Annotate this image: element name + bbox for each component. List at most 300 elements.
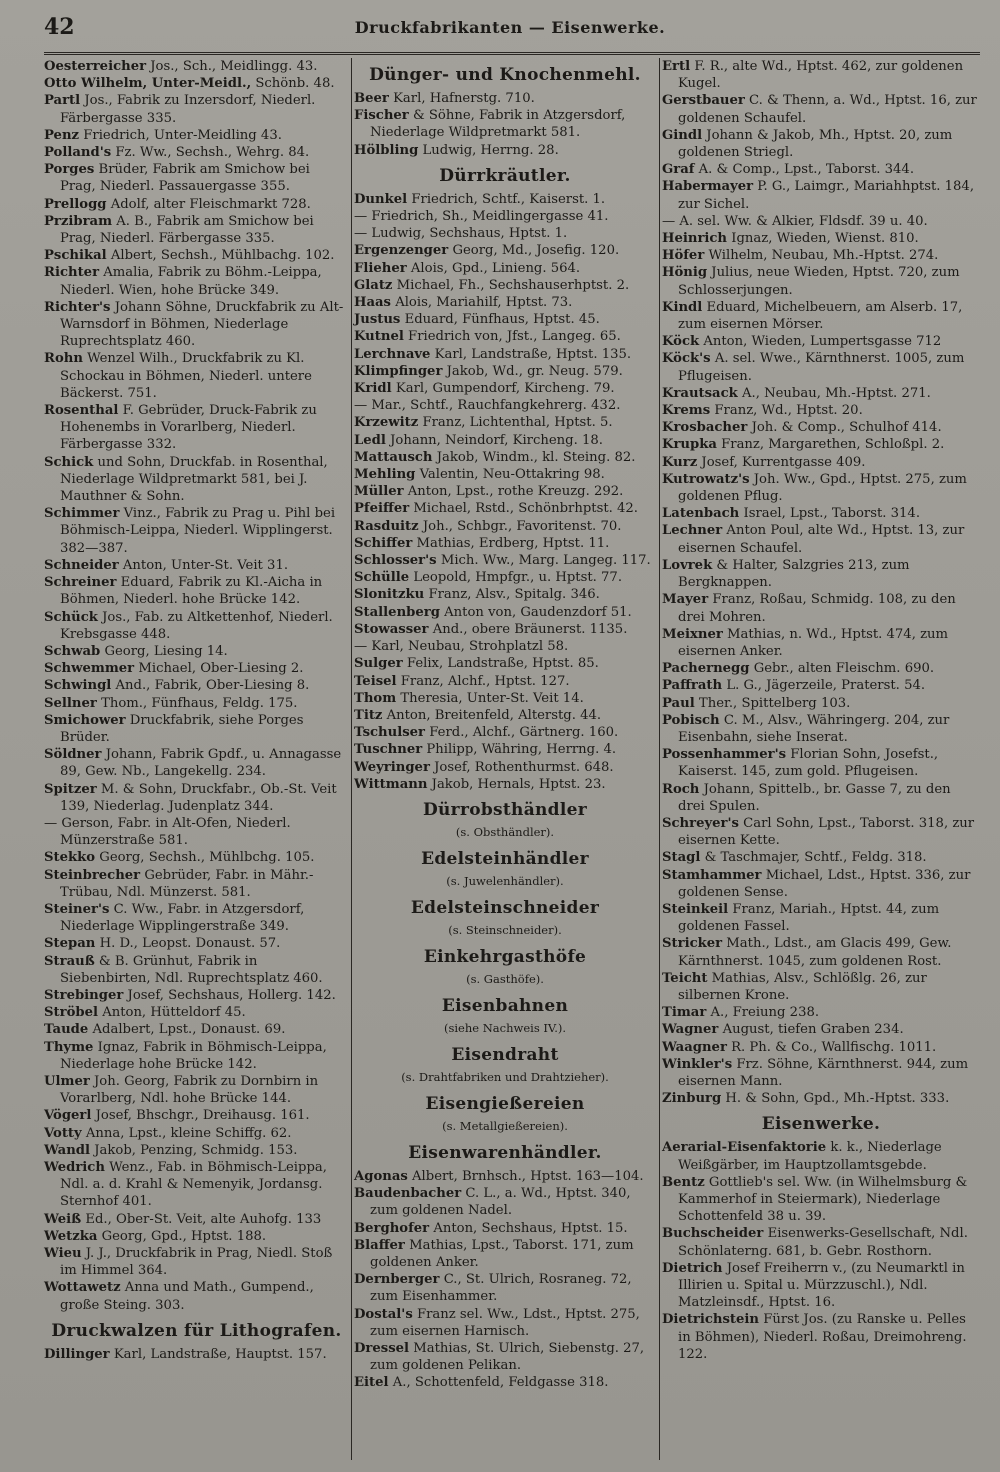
section-heading: Edelsteinschneider <box>410 897 600 918</box>
directory-entry <box>354 776 656 793</box>
entry-details: Theresia, Unter-St. Veit 14. <box>400 690 584 706</box>
entry-name: Teicht <box>662 970 708 986</box>
entry-details: — A. sel. Ww. & Alkier, Fldsdf. 39 u. 40. <box>662 213 928 229</box>
entry-details: Jakob, Hernals, Hptst. 23. <box>431 776 606 792</box>
entry-name: Hölbling <box>354 142 419 158</box>
directory-entry <box>44 781 349 815</box>
entry-details: C. Ww., Fabr. in Atzgersdorf, Niederlage Wipplingerstraße 349. <box>60 901 305 935</box>
entry-details: Mathias, Lpst., Taborst. 171, zum goldenen Anker. <box>370 1237 634 1270</box>
directory-entry <box>662 712 980 746</box>
entry-details: C., St. Ulrich, Rosraneg. 72, zum Eisenhammer. <box>370 1272 632 1305</box>
directory-entry <box>44 213 349 247</box>
entry-details: Albert, Sechsh., Mühlbachg. 102. <box>110 248 335 264</box>
directory-entry <box>662 746 980 780</box>
entry-details: Johann, Spittelb., br. Gasse 7, zu den drei Spulen. <box>678 781 951 814</box>
entry-name: Smichower <box>44 712 126 728</box>
entry-details: Georg, Liesing 14. <box>104 643 228 659</box>
entry-details: Jos., Fabrik zu Inzersdorf, Niederl. Färbergasse 335. <box>60 93 316 126</box>
entry-details: Karl, Gumpendorf, Kircheng. 79. <box>395 381 615 397</box>
entry-name: Berghofer <box>354 1220 430 1236</box>
entry-name: Roch <box>662 781 700 797</box>
entry-name: Buchscheider <box>662 1226 764 1242</box>
directory-entry <box>44 1039 349 1073</box>
entry-details: Michael, Ldst., Hptst. 336, zur goldenen Sense. <box>678 867 971 900</box>
entry-details: Johann, Fabrik Gpdf., u. Annagasse 89, Gew. Nb., Langekellg. 234. <box>60 747 342 780</box>
entry-name: Winkler's <box>662 1056 733 1072</box>
directory-entry <box>354 449 656 466</box>
entry-details: Joh. Ww., Gpd., Hptst. 275, zum goldenen Pflug. <box>678 471 967 505</box>
directory-entry <box>662 402 980 419</box>
entry-name: Bentz <box>662 1174 705 1190</box>
directory-entry <box>662 299 980 333</box>
entry-details: Math., Ldst., am Glacis 499, Gew. Kärnthnerst. 1045, zum goldenen Rost. <box>678 936 952 969</box>
entry-name: Possenhammer's <box>662 747 787 763</box>
entry-name: Otto Wilhelm, Unter-Meidl., <box>44 76 252 92</box>
entry-details: Brüder, Fabrik am Smichow bei Prag, Niederl. Passauergasse 355. <box>60 162 310 195</box>
directory-entry <box>354 397 656 414</box>
entry-details: Adalbert, Lpst., Donaust. 69. <box>92 1022 286 1038</box>
entry-details: Friedrich, Schtf., Kaiserst. 1. <box>411 191 606 207</box>
section-heading: Eisengießereien <box>425 1093 585 1114</box>
entry-details: Ignaz, Fabrik in Böhmisch-Leippa, Niederlage hohe Brücke 142. <box>60 1039 327 1072</box>
column-1 <box>44 58 349 1363</box>
directory-entry <box>662 591 980 625</box>
entry-details: Anna und Math., Gumpend., große Steing. 303. <box>60 1280 314 1313</box>
entry-details: Anton, Unter-St. Veit 31. <box>122 557 289 573</box>
entry-details: August, tiefen Graben 234. <box>722 1022 904 1038</box>
entry-details: Carl Sohn, Lpst., Taborst. 318, zur eisernen Kette. <box>678 815 975 849</box>
entry-name: Schwab <box>44 643 101 659</box>
directory-entry <box>44 247 349 264</box>
header-rule <box>44 52 980 55</box>
entry-name: Aerarial-Eisenfaktorie <box>662 1140 827 1156</box>
directory-entry <box>354 142 656 159</box>
entry-details: Joh. Georg, Fabrik zu Dornbirn in Vorarlberg, Ndl. hohe Brücke 144. <box>60 1073 319 1107</box>
entry-details: — Karl, Neubau, Strohplatzl 58. <box>354 639 569 655</box>
directory-entry <box>662 849 980 866</box>
entry-name: Ertl <box>662 59 691 74</box>
page-header <box>38 6 982 46</box>
section-heading: Einkehrgasthöfe <box>423 946 587 967</box>
entry-name: Schneider <box>44 557 119 573</box>
entry-details: Franz, Lichtenthal, Hptst. 5. <box>422 415 613 431</box>
directory-entry <box>662 935 980 969</box>
directory-entry <box>354 655 656 672</box>
entry-details: Franz, Mariah., Hptst. 44, zum goldenen Fassel. <box>678 901 940 935</box>
directory-entry <box>44 1279 349 1313</box>
directory-entry <box>662 695 980 712</box>
directory-entry <box>44 953 349 987</box>
entry-name: Mayer <box>662 592 709 608</box>
entry-details: A., Schottenfeld, Feldgasse 318. <box>392 1375 609 1391</box>
entry-details: A., Neubau, Mh.-Hptst. 271. <box>741 385 931 401</box>
entry-name: Stricker <box>662 936 723 952</box>
directory-entry <box>354 1306 656 1340</box>
directory-entry <box>44 196 349 213</box>
entry-details: Gebrüder, Fabr. in Mähr.-Trübau, Ndl. Münzerst. 581. <box>60 867 314 900</box>
directory-entry <box>354 518 656 535</box>
directory-entry <box>354 328 656 345</box>
entry-name: Partl <box>44 93 81 109</box>
entry-details: Michael, Fh., Sechshauserhptst. 2. <box>396 277 630 293</box>
entry-name: Pfeiffer <box>354 501 410 517</box>
entry-name: Hönig <box>662 265 708 281</box>
cross-reference: (s. Juwelenhändler). <box>446 873 564 888</box>
directory-entry <box>44 574 349 608</box>
directory-entry <box>44 1142 349 1159</box>
entry-details: C. & Thenn, a. Wd., Hptst. 16, zur goldenen Schaufel. <box>678 93 977 126</box>
directory-entry <box>354 363 656 380</box>
entry-name: Wottawetz <box>44 1280 121 1296</box>
directory-entry <box>662 1021 980 1038</box>
entry-details: Jos., Fab. zu Altkettenhof, Niederl. Krebsgasse 448. <box>60 609 333 642</box>
entry-name: Dunkel <box>354 191 408 207</box>
entry-details: Vinz., Fabrik zu Prag u. Pihl bei Böhmisch-Leippa, Niederl. Wipplingerst. 382—387. <box>60 506 336 556</box>
directory-entry <box>354 1374 656 1391</box>
entry-details: Mathias, St. Ulrich, Siebenstg. 27, zum goldenen Pelikan. <box>370 1340 645 1374</box>
entry-name: Weiß <box>44 1211 82 1227</box>
directory-entry <box>662 178 980 212</box>
directory-entry <box>662 557 980 591</box>
entry-name: Pobisch <box>662 712 720 728</box>
section-heading: Eisenwarenhändler. <box>408 1142 602 1163</box>
directory-entry <box>662 213 980 230</box>
directory-entry <box>354 380 656 397</box>
entry-name: Söldner <box>44 747 102 763</box>
entry-details: Ludwig, Herrng. 28. <box>422 142 559 158</box>
directory-entry <box>662 1090 980 1107</box>
entry-details: Anna, Lpst., kleine Schiffg. 62. <box>85 1125 292 1141</box>
directory-entry <box>354 414 656 431</box>
directory-entry <box>662 677 980 694</box>
directory-entry <box>354 552 656 569</box>
directory-entry <box>354 759 656 776</box>
directory-entry <box>354 673 656 690</box>
entry-name: Taude <box>44 1022 89 1038</box>
directory-entry <box>44 144 349 161</box>
directory-entry <box>662 161 980 178</box>
entry-name: Dernberger <box>354 1272 440 1288</box>
directory-entry <box>662 230 980 247</box>
entry-name: Wittmann <box>354 776 428 792</box>
entry-name: Schreiner <box>44 575 117 591</box>
entry-name: Köck's <box>662 351 711 367</box>
directory-entry <box>662 454 980 471</box>
directory-entry <box>354 707 656 724</box>
entry-name: Beer <box>354 91 389 106</box>
directory-entry <box>662 385 980 402</box>
directory-entry <box>44 849 349 866</box>
directory-entry <box>662 1260 980 1312</box>
entry-name: Agonas <box>354 1168 408 1184</box>
cross-reference: (s. Drahtfabriken und Drahtzieher). <box>401 1069 609 1084</box>
directory-entry <box>662 1225 980 1259</box>
entry-details: Mathias, n. Wd., Hptst. 474, zum eisernen Anker. <box>678 626 949 659</box>
entry-details: Wilhelm, Neubau, Mh.-Hptst. 274. <box>708 248 939 264</box>
entry-details: Anton von, Gaudenzdorf 51. <box>444 604 632 620</box>
entry-details: Florian Sohn, Josefst., Kaiserst. 145, zum gold. Pflugeisen. <box>678 747 939 780</box>
entry-details: H. & Sohn, Gpd., Mh.-Hptst. 333. <box>725 1091 950 1107</box>
entry-name: Sulger <box>354 656 403 672</box>
entry-name: Stallenberg <box>354 604 440 620</box>
directory-entry <box>354 107 656 141</box>
entry-name: Dietrichstein <box>662 1312 760 1328</box>
entry-name: Steinkeil <box>662 901 729 917</box>
directory-entry <box>44 1107 349 1124</box>
directory-entry <box>354 586 656 603</box>
entry-name: Thyme <box>44 1039 94 1055</box>
directory-entry <box>354 483 656 500</box>
entry-name: Blaffer <box>354 1237 405 1253</box>
entry-details: A. B., Fabrik am Smichow bei Prag, Niederl. Färbergasse 335. <box>60 213 314 247</box>
entry-details: — Ludwig, Sechshaus, Hptst. 1. <box>354 226 568 242</box>
directory-entry <box>354 638 656 655</box>
cross-reference: (siehe Nachweis IV.). <box>443 1020 567 1035</box>
directory-entry <box>44 264 349 298</box>
directory-entry <box>354 724 656 741</box>
directory-entry <box>44 1125 349 1142</box>
entry-details: A., Freiung 238. <box>710 1005 820 1021</box>
directory-entry <box>354 208 656 225</box>
entry-details: Alois, Gpd., Linieng. 564. <box>410 260 581 276</box>
directory-entry <box>354 1168 656 1185</box>
section-heading: Dürrobsthändler <box>422 799 588 820</box>
directory-entry <box>44 660 349 677</box>
entry-details: Druckfabrik, siehe Porges Brüder. <box>60 712 304 745</box>
entry-name: Sellner <box>44 695 97 711</box>
entry-details: C. L., a. Wd., Hptst. 340, zum goldenen Nadel. <box>370 1186 631 1219</box>
directory-entry <box>662 626 980 660</box>
directory-entry <box>354 500 656 517</box>
entry-name: Stepan <box>44 936 96 952</box>
entry-details: Mathias, Alsv., Schlößlg. 26, zur silbernen Krone. <box>678 970 927 1003</box>
cross-reference: (s. Metallgießereien). <box>442 1118 568 1133</box>
entry-details: Ferd., Alchf., Gärtnerg. 160. <box>429 725 619 741</box>
entry-name: Steiner's <box>44 901 110 917</box>
directory-entry <box>354 432 656 449</box>
entry-name: Eitel <box>354 1375 389 1391</box>
entry-details: Josef, Kurrentgasse 409. <box>701 454 866 470</box>
entry-name: Graf <box>662 162 695 178</box>
entry-details: M. & Sohn, Druckfabr., Ob.-St. Veit 139, Niederlag. Judenplatz 344. <box>60 781 337 814</box>
entry-name: Titz <box>354 707 383 723</box>
directory-entry <box>44 299 349 351</box>
directory-entry <box>354 242 656 259</box>
directory-entry <box>44 1004 349 1021</box>
directory-entry <box>662 471 980 505</box>
directory-entry <box>354 1185 656 1219</box>
directory-entry <box>662 1004 980 1021</box>
entry-name: Kindl <box>662 299 703 315</box>
directory-entry <box>44 557 349 574</box>
entry-name: Heinrich <box>662 231 728 247</box>
entry-details: Josef, Bhschgr., Dreihausg. 161. <box>95 1108 310 1124</box>
entry-name: Penz <box>44 127 80 143</box>
directory-entry <box>662 970 980 1004</box>
entry-details: Franz, Alsv., Spitalg. 346. <box>428 587 600 603</box>
entry-name: Dietrich <box>662 1260 723 1276</box>
directory-entry <box>354 311 656 328</box>
entry-details: Josef, Rothenthurmst. 648. <box>434 759 614 775</box>
entry-details: Joh. & Comp., Schulhof 414. <box>751 420 942 436</box>
entry-details: Fürst Jos. (zu Ranske u. Pelles in Böhmen), Niederl. Roßau, Dreimohreng. 122. <box>678 1312 967 1362</box>
entry-details: Fz. Ww., Sechsh., Wehrg. 84. <box>115 145 310 161</box>
entry-details: Mich. Ww., Marg. Langeg. 117. <box>440 553 651 569</box>
entry-details: Anton, Breitenfeld, Alterstg. 44. <box>386 707 602 723</box>
entry-details: Franz, Alchf., Hptst. 127. <box>400 673 570 689</box>
entry-details: Anton, Lpst., rothe Kreuzg. 292. <box>407 484 624 500</box>
column-3 <box>662 58 980 1363</box>
directory-entry <box>354 621 656 638</box>
entry-details: & Taschmajer, Schtf., Feldg. 318. <box>704 850 927 866</box>
entry-name: Richter's <box>44 299 111 315</box>
entry-name: Rohn <box>44 351 83 367</box>
entry-details: Josef Freiherrn v., (zu Neumarktl in Illirien u. Spital u. Mürzzuschl.), Ndl. Matzleinsdf., Hptst. 16. <box>678 1260 965 1311</box>
entry-name: Kurz <box>662 454 698 470</box>
entry-name: Dostal's <box>354 1306 413 1322</box>
entry-name: Flieher <box>354 260 407 276</box>
section-heading: Druckwalzen für Lithografen. <box>51 1320 342 1341</box>
entry-details: Johann, Neindorf, Kircheng. 18. <box>390 432 603 448</box>
directory-entry <box>662 505 980 522</box>
entry-name: Krzewitz <box>354 415 419 431</box>
entry-details: Franz, Wd., Hptst. 20. <box>714 403 863 419</box>
directory-entry <box>44 505 349 557</box>
directory-entry <box>354 1340 656 1374</box>
directory-entry <box>662 1174 980 1226</box>
entry-name: Stowasser <box>354 621 429 637</box>
entry-details: Adolf, alter Fleischmarkt 728. <box>110 196 311 212</box>
entry-name: Thom <box>354 690 397 706</box>
directory-entry <box>44 454 349 506</box>
entry-details: — Gerson, Fabr. in Alt-Ofen, Niederl. Münzerstraße 581. <box>44 815 291 849</box>
entry-name: Oesterreicher <box>44 59 147 74</box>
directory-entry <box>44 350 349 402</box>
directory-entry <box>662 436 980 453</box>
entry-name: Wetzka <box>44 1228 98 1244</box>
directory-entry <box>44 901 349 935</box>
directory-entry <box>662 901 980 935</box>
directory-entry <box>44 1346 349 1363</box>
directory-entry <box>354 225 656 242</box>
directory-entry <box>44 1211 349 1228</box>
section-heading: Dünger- und Knochenmehl. <box>369 65 641 85</box>
column-divider <box>659 58 660 1460</box>
entry-details: A. sel. Wwe., Kärnthnerst. 1005, zum Pflugeisen. <box>678 351 965 384</box>
directory-entry <box>44 643 349 660</box>
entry-name: Krosbacher <box>662 420 748 436</box>
directory-entry <box>662 781 980 815</box>
entry-name: Strauß <box>44 953 95 969</box>
entry-details: Anton, Hütteldorf 45. <box>102 1005 246 1021</box>
entry-name: Meixner <box>662 626 723 642</box>
directory-entry <box>662 127 980 161</box>
entry-details: Philipp, Währing, Herrng. 4. <box>426 742 617 758</box>
entry-details: Anton, Sechshaus, Hptst. 15. <box>433 1220 628 1236</box>
directory-entry <box>44 92 349 126</box>
entry-name: Rasduitz <box>354 518 419 534</box>
entry-details: Franz, Margarethen, Schloßpl. 2. <box>721 437 945 453</box>
entry-name: Kutnel <box>354 329 404 345</box>
directory-entry <box>354 191 656 208</box>
column-2 <box>354 58 656 1392</box>
entry-name: Gerstbauer <box>662 93 745 109</box>
entry-name: Lerchnave <box>354 346 431 362</box>
entry-details: k. k., Niederlage Weißgärber, im Hauptzollamtsgebde. <box>678 1140 942 1173</box>
directory-entry <box>662 58 980 92</box>
entry-name: Polland's <box>44 145 112 161</box>
entry-details: & B. Grünhut, Fabrik in Siebenbirten, Ndl. Ruprechtsplatz 460. <box>60 953 323 986</box>
entry-name: Stagl <box>662 850 701 866</box>
entry-name: Höfer <box>662 248 705 264</box>
entry-details: Johann & Jakob, Mh., Hptst. 20, zum goldenen Striegl. <box>678 127 953 161</box>
entry-details: R. Ph. & Co., Wallfischg. 1011. <box>731 1039 937 1055</box>
entry-details: Frz. Söhne, Kärnthnerst. 944, zum eisernen Mann. <box>678 1056 969 1089</box>
entry-name: Ergenzenger <box>354 243 449 259</box>
directory-entry <box>44 402 349 454</box>
entry-name: Schwingl <box>44 678 112 694</box>
entry-name: Paul <box>662 695 695 711</box>
entry-details: Friedrich von, Jfst., Langeg. 65. <box>408 329 621 345</box>
directory-entry <box>44 127 349 144</box>
entry-details: Julius, neue Wieden, Hptst. 720, zum Schlosserjungen. <box>678 265 960 298</box>
entry-details: Amalia, Fabrik zu Böhm.-Leippa, Niederl. Wien, hohe Brücke 349. <box>60 265 322 298</box>
directory-entry <box>662 1139 980 1173</box>
entry-name: Schiffer <box>354 535 413 551</box>
directory-entry <box>662 264 980 298</box>
entry-name: Tschulser <box>354 725 426 741</box>
directory-entry <box>662 419 980 436</box>
entry-name: Schimmer <box>44 506 120 522</box>
entry-name: Köck <box>662 334 700 350</box>
entry-name: Przibram <box>44 213 113 229</box>
directory-entry <box>662 1311 980 1363</box>
entry-name: Pachernegg <box>662 661 750 677</box>
entry-details: — Mar., Schtf., Rauchfangkehrerg. 432. <box>354 398 621 414</box>
entry-details: Georg, Gpd., Hptst. 188. <box>101 1228 267 1244</box>
entry-name: Schick <box>44 454 94 470</box>
entry-name: Wieu <box>44 1246 82 1262</box>
entry-details: P. G., Laimgr., Mariahhptst. 184, zur Sichel. <box>678 179 975 212</box>
entry-name: Schülle <box>354 570 410 586</box>
entry-name: Weyringer <box>354 759 430 775</box>
entry-details: Felix, Landstraße, Hptst. 85. <box>406 656 599 672</box>
cross-reference: (s. Gasthöfe). <box>466 971 544 986</box>
directory-entry <box>44 695 349 712</box>
directory-entry <box>354 260 656 277</box>
directory-entry <box>662 247 980 264</box>
entry-name: Ledl <box>354 432 386 448</box>
directory-entry <box>44 712 349 746</box>
entry-details: & Halter, Salzgries 213, zum Bergknappen. <box>678 557 910 591</box>
directory-entry <box>662 867 980 901</box>
entry-details: Georg, Md., Josefig. 120. <box>452 243 620 259</box>
entry-details: Eduard, Michelbeuern, am Alserb. 17, zum eisernen Mörser. <box>678 299 963 333</box>
entry-details: Valentin, Neu-Ottakring 98. <box>419 467 605 483</box>
entry-name: Pschikal <box>44 248 107 264</box>
entry-details: und Sohn, Druckfab. in Rosenthal, Niederlage Wildpretmarkt 581, bei J. Mauthner & Sohn. <box>60 454 328 505</box>
directory-entry <box>44 1073 349 1107</box>
entry-details: F. Gebrüder, Druck-Fabrik zu Hohenembs in Vorarlberg, Niederl. Färbergasse 332. <box>60 403 317 453</box>
entry-details: Schönb. 48. <box>255 76 335 92</box>
directory-entry <box>354 90 656 107</box>
entry-details: C. M., Alsv., Währingerg. 204, zur Eisenbahn, siehe Inserat. <box>678 712 950 745</box>
entry-details: Franz, Roßau, Schmidg. 108, zu den drei Mohren. <box>678 592 956 625</box>
section-heading: Eisenwerke. <box>761 1114 881 1135</box>
entry-name: Latenbach <box>662 506 740 522</box>
directory-entry <box>44 1245 349 1279</box>
section-heading: Eisendraht <box>451 1044 559 1065</box>
